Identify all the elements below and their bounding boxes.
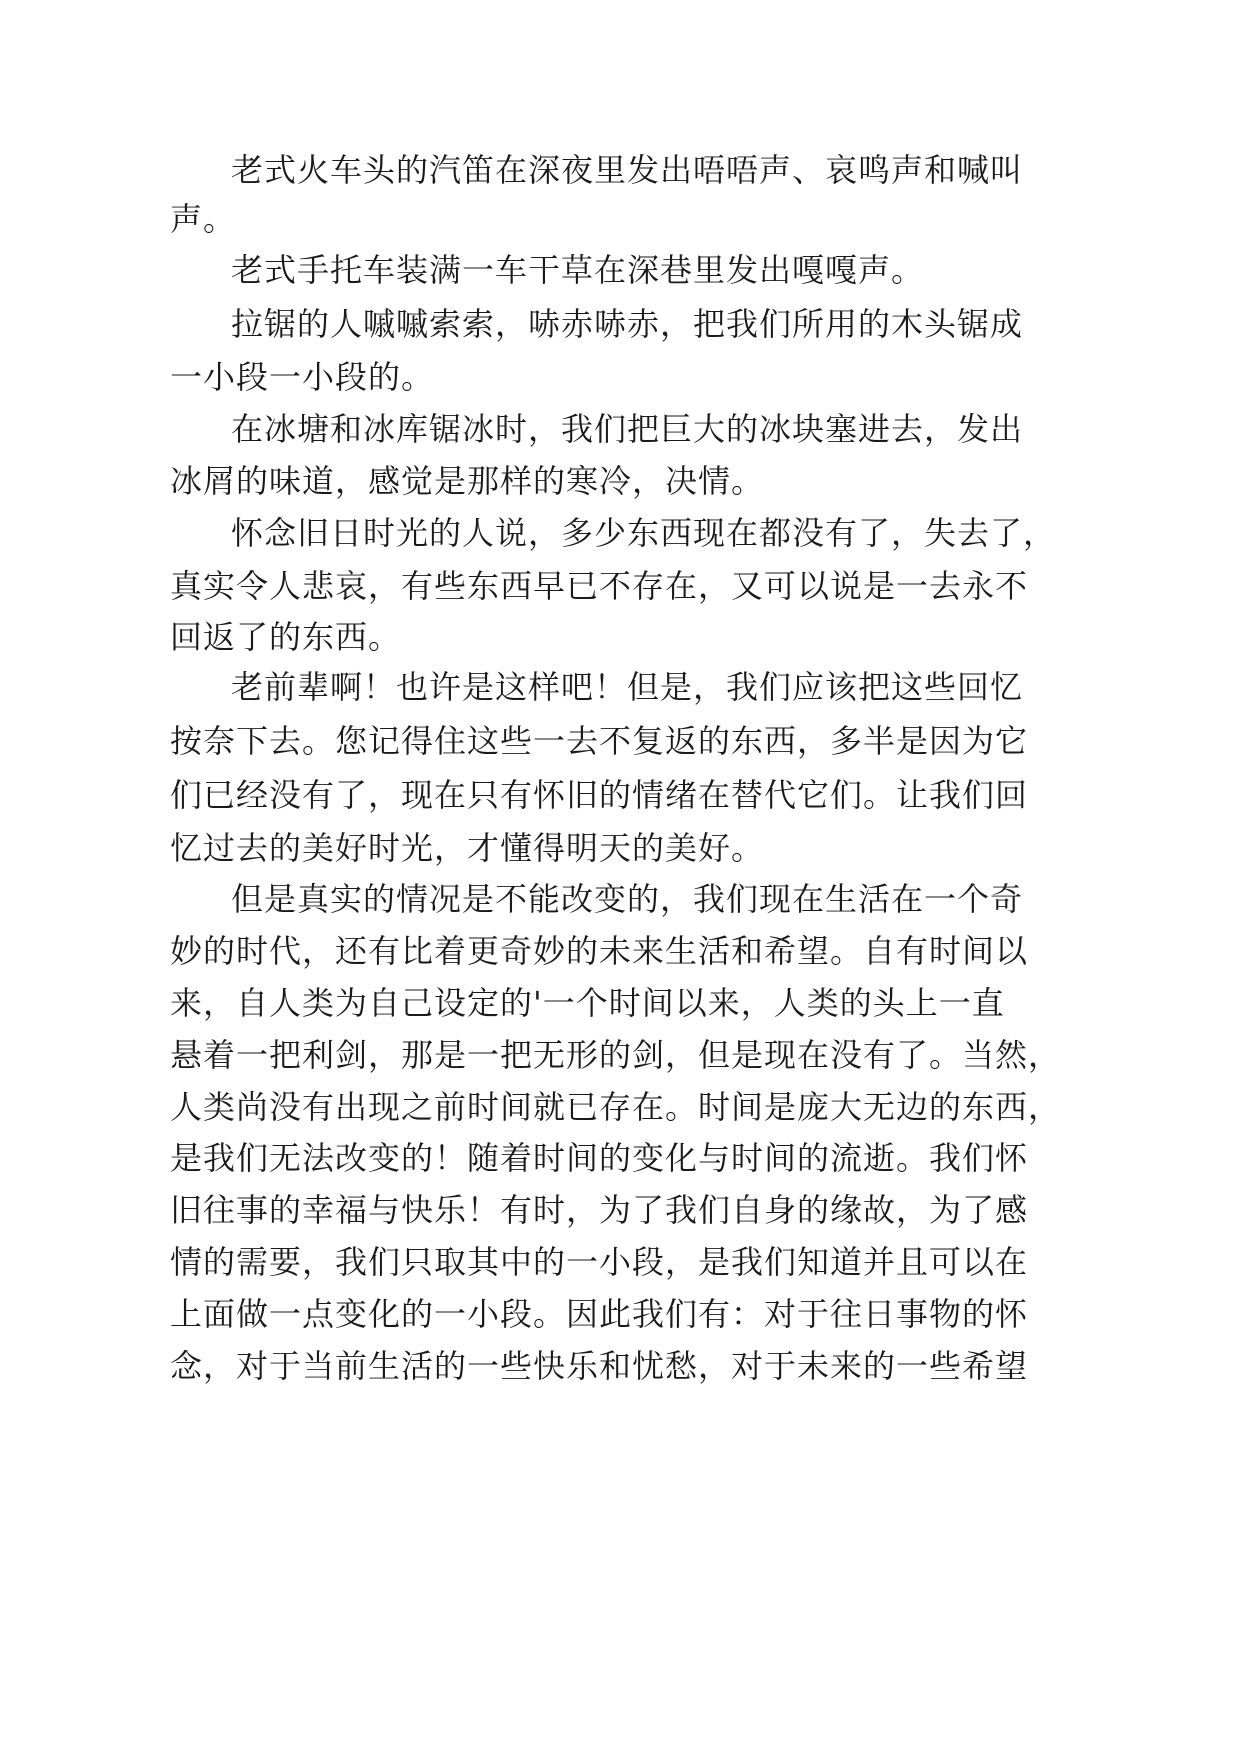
text-line-20: 是我们无法改变的！随着时间的变化与时间的流逝。我们怀 [170,1139,1029,1177]
text-line-16: 妙的时代，还有比着更奇妙的未来生活和希望。自有时间以 [170,932,1029,970]
text-line-22: 情的需要，我们只取其中的一小段，是我们知道并且可以在 [170,1243,1029,1281]
text-line-7: 冰屑的味道，感觉是那样的寒冷，决情。 [170,462,765,500]
text-line-8: 怀念旧日时光的人说，多少东西现在都没有了，失去了， [231,514,1057,552]
text-line-3: 老式手托车装满一车干草在深巷里发出嘎嘎声。 [231,251,925,289]
text-line-23: 上面做一点变化的一小段。因此我们有：对于往日事物的怀 [170,1295,1029,1333]
text-line-5: 一小段一小段的。 [170,358,435,396]
text-line-1: 老式火车头的汽笛在深夜里发出唔唔声、哀鸣声和喊叫 [231,151,1024,189]
text-line-12: 按奈下去。您记得住这些一去不复返的东西，多半是因为它 [170,722,1029,760]
text-line-9: 真实令人悲哀，有些东西早已不存在，又可以说是一去永不 [170,567,1029,605]
text-line-6: 在冰塘和冰库锯冰时，我们把巨大的冰块塞进去，发出 [231,410,1024,448]
text-line-18: 悬着一把利剑，那是一把无形的剑，但是现在没有了。当然， [170,1036,1062,1074]
text-line-11: 老前辈啊！也许是这样吧！但是，我们应该把这些回忆 [231,668,1024,706]
text-line-2: 声。 [170,200,237,238]
text-line-15: 但是真实的情况是不能改变的，我们现在生活在一个奇 [231,880,1024,918]
text-line-13: 们已经没有了，现在只有怀旧的情绪在替代它们。让我们回 [170,776,1029,814]
text-line-10: 回返了的东西。 [170,618,402,656]
text-line-21: 旧往事的幸福与快乐！有时，为了我们自身的缘故，为了感 [170,1191,1029,1229]
text-line-14: 忆过去的美好时光，才懂得明天的美好。 [170,829,765,867]
text-line-4: 拉锯的人嘁嘁索索，哧赤哧赤，把我们所用的木头锯成 [231,305,1024,343]
text-line-17: 来，自人类为自己设定的'一个时间以来，人类的头上一直 [170,984,1005,1022]
text-line-24: 念，对于当前生活的一些快乐和忧愁，对于未来的一些希望 [170,1347,1029,1385]
text-line-19: 人类尚没有出现之前时间就已存在。时间是庞大无边的东西， [170,1088,1062,1126]
